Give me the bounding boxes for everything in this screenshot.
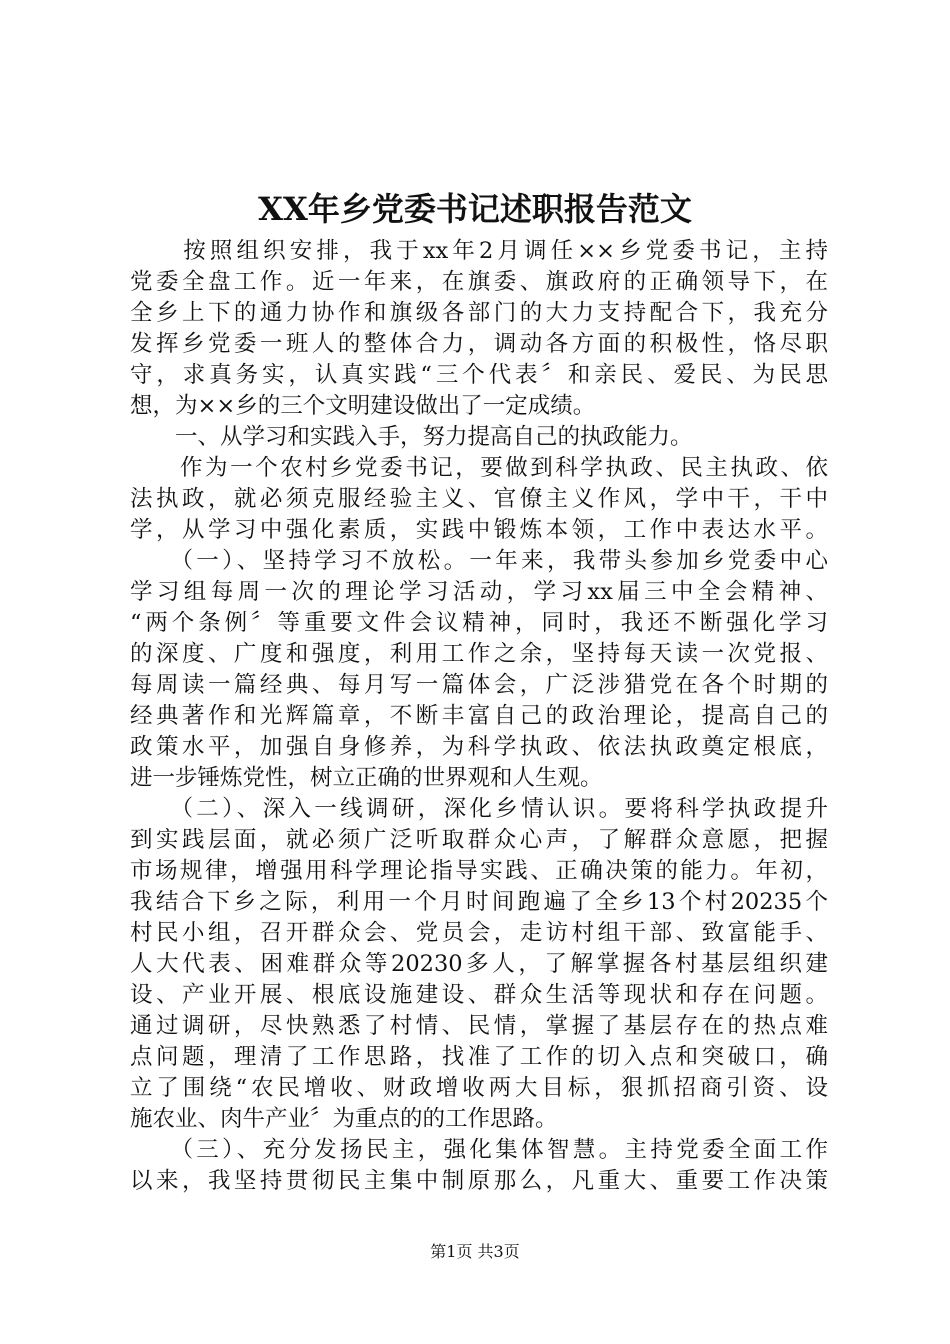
- text-line: “两个条例〞等重要文件会议精神，同时，我还不断强化学习: [130, 610, 828, 636]
- text-line: 学习组每周一次的理论学习活动，学习xx届三中全会精神、: [130, 579, 828, 605]
- text-line: 设、产业开展、根底设施建设、群众生活等现状和存在问题。: [130, 982, 828, 1008]
- text-line: 经典著作和光辉篇章，不断丰富自己的政治理论，提高自己的: [130, 703, 828, 729]
- text-line: 通过调研，尽快熟悉了村情、民情，掌握了基层存在的热点难: [130, 1013, 828, 1039]
- text-line: 村民小组，召开群众会、党员会，走访村组干部、致富能手、: [130, 920, 828, 946]
- text-line: 守，求真务实，认真实践“三个代表〞和亲民、爱民、为民思: [130, 362, 828, 388]
- document-body: [130, 236, 828, 1197]
- text-line: 施农业、肉牛产业〞为重点的的工作思路。: [130, 1106, 558, 1132]
- text-line: 的深度、广度和强度，利用工作之余，坚持每天读一次党报、: [130, 641, 828, 667]
- text-line: 一、从学习和实践入手，努力提高自己的执政能力。: [130, 424, 693, 450]
- text-line: 学，从学习中强化素质，实践中锻炼本领，工作中表达水平。: [130, 517, 828, 543]
- text-line: 政策水平，加强自身修养，为科学执政、依法执政奠定根底，: [130, 734, 828, 760]
- text-line: 到实践层面，就必须广泛听取群众心声，了解群众意愿，把握: [130, 827, 828, 853]
- text-line: （二）、深入一线调研，深化乡情认识。要将科学执政提升: [130, 796, 828, 822]
- text-line: 以来，我坚持贯彻民主集中制原那么，凡重大、重要工作决策: [130, 1168, 828, 1194]
- text-line: 想，为××乡的三个文明建设做出了一定成绩。: [130, 393, 596, 419]
- text-line: （三）、充分发扬民主，强化集体智慧。主持党委全面工作: [130, 1137, 828, 1163]
- text-line: 法执政，就必须克服经验主义、官僚主义作风，学中干，干中: [130, 486, 828, 512]
- text-line: 点问题，理清了工作思路，找准了工作的切入点和突破口，确: [130, 1044, 828, 1070]
- text-line: （一）、坚持学习不放松。一年来，我带头参加乡党委中心: [130, 548, 828, 574]
- text-line: 市场规律，增强用科学理论指导实践、正确决策的能力。年初，: [130, 858, 828, 884]
- text-line: 每周读一篇经典、每月写一篇体会，广泛涉猎党在各个时期的: [130, 672, 828, 698]
- text-line: 我结合下乡之际，利用一个月时间跑遍了全乡13个村20235个: [130, 889, 828, 915]
- text-line: 发挥乡党委一班人的整体合力，调动各方面的积极性，恪尽职: [130, 331, 828, 357]
- page-footer: 第1页 共3页: [430, 1242, 520, 1261]
- text-line: 人大代表、困难群众等20230多人，了解掌握各村基层组织建: [130, 951, 828, 977]
- text-line: 进一步锤炼党性，树立正确的世界观和人生观。: [130, 765, 603, 791]
- text-line: 党委全盘工作。近一年来，在旗委、旗政府的正确领导下，在: [130, 269, 828, 295]
- text-line: 按照组织安排，我于xx年2月调任××乡党委书记，主持: [130, 238, 828, 264]
- text-line: 作为一个农村乡党委书记，要做到科学执政、民主执政、依: [130, 455, 828, 481]
- text-line: 立了围绕“农民增收、财政增收两大目标，狠抓招商引资、设: [130, 1075, 828, 1101]
- document-title: XX年乡党委书记述职报告范文: [258, 190, 692, 228]
- text-line: 全乡上下的通力协作和旗级各部门的大力支持配合下，我充分: [130, 300, 828, 326]
